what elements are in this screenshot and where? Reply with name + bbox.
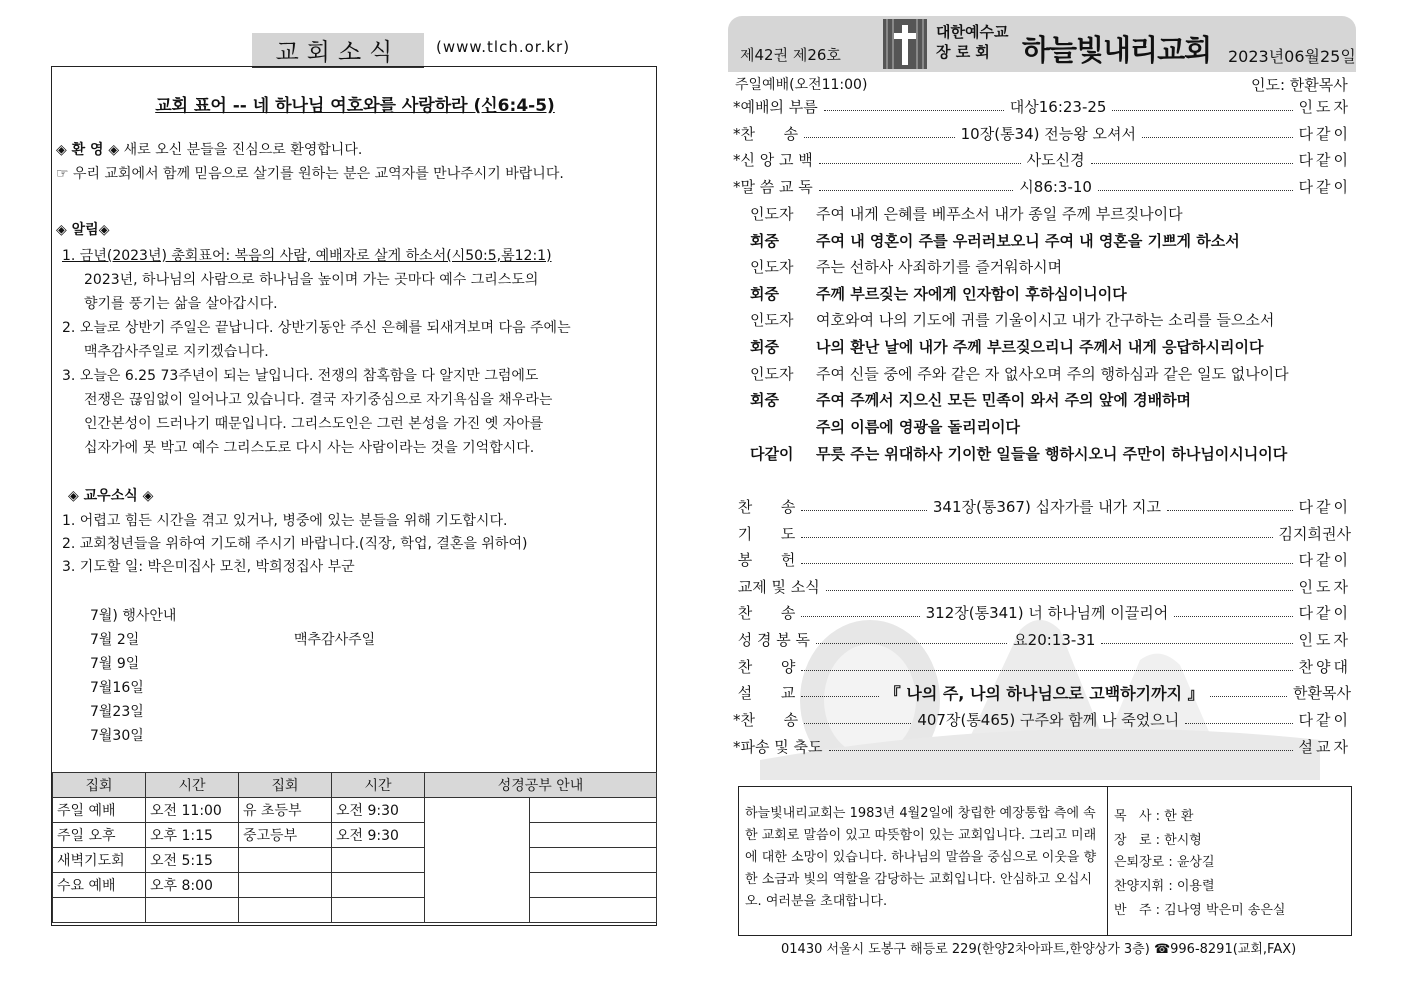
order-label: 교제 및 소식	[733, 577, 820, 596]
leader-dots	[801, 537, 1272, 538]
order-detail: 312장(통341) 너 하나님께 이끌리어	[925, 603, 1169, 622]
order-person: 인도자	[1298, 630, 1351, 649]
notice-line: 1. 금년(2023년) 총회표어: 복음의 사람, 예배자로 살게 하소서(시50:5,롬12:1)	[62, 248, 552, 264]
order-detail: 407장(통465) 구주와 함께 나 죽었으니	[917, 710, 1180, 729]
reading-line: 회중 나의 환난 날에 내가 주께 부르짖으리니 주께서 내게 응답하시리이다	[750, 338, 1264, 356]
table-cell	[332, 848, 425, 873]
notice-line: 2023년, 하나님의 사람으로 하나님을 높이며 가는 곳마다 예수 그리스도의	[84, 272, 539, 288]
order-label: *파송 및 축도	[733, 737, 823, 756]
event-date: 7월30일	[90, 728, 144, 744]
table-cell: 오전 5:15	[146, 848, 239, 873]
church-info-box	[738, 786, 1352, 936]
leader-dots	[824, 110, 1004, 111]
leader-dots	[801, 563, 1292, 564]
table-cell	[530, 848, 657, 873]
order-label: *예배의 부름	[733, 97, 818, 116]
member-news-line: 1. 어렵고 힘든 시간을 겪고 있거나, 병중에 있는 분들을 위해 기도합시다.	[62, 513, 508, 529]
order-item	[733, 549, 1351, 569]
table-cell	[53, 898, 146, 923]
notice-line: 인간본성이 드러나기 때문입니다. 그리스도인은 그런 본성을 가진 옛 자아를	[84, 416, 544, 432]
order-item	[733, 736, 1351, 756]
church-address: 01430 서울시 도봉구 해등로 229(한양2차아파트,한양상가 3층) ☎996-8291(교회,FAX)	[781, 942, 1297, 957]
order-person: 설교자	[1298, 737, 1351, 756]
table-cell: 중고등부	[239, 823, 332, 848]
leader-dots	[801, 670, 1292, 671]
notice-line: 2. 오늘로 상반기 주일은 끝납니다. 상반기동안 주신 은혜를 되새겨보며 다음 주에는	[62, 320, 571, 336]
order-label: *찬 송	[733, 124, 799, 143]
table-cell	[530, 823, 657, 848]
table-cell: 오전 11:00	[146, 798, 239, 823]
order-item	[733, 96, 1351, 116]
service-title: 주일예배(오전11:00)	[735, 77, 868, 93]
events-heading: 7월) 행사안내	[90, 608, 177, 624]
order-person: 다같이	[1298, 710, 1351, 729]
column-header: 시간	[146, 773, 239, 798]
order-detail: 10장(통34) 전능왕 오셔서	[960, 124, 1136, 143]
leader-dots	[816, 643, 1007, 644]
reading-line: 주의 이름에 영광을 돌리리이다	[816, 418, 1021, 436]
church-motto: 교회 표어 -- 네 하나님 여호와를 사랑하라 (신6:4-5)	[155, 96, 555, 116]
order-person: 한환목사	[1293, 683, 1351, 702]
order-item	[733, 523, 1351, 543]
cross-logo-icon	[883, 19, 927, 69]
welcome-line	[56, 139, 362, 159]
leader-dots	[1091, 163, 1293, 164]
notice-line: 3. 오늘은 6.25 73주년이 되는 날입니다. 전쟁의 참혹함을 다 알지만 그럼에도	[62, 368, 539, 384]
table-row	[53, 823, 657, 848]
order-person: 김지희권사	[1278, 524, 1351, 543]
table-cell: 주일 오후	[53, 823, 146, 848]
sermon-title: 『 나의 주, 나의 하나님으로 고백하기까지 』	[884, 683, 1204, 703]
leader-dots	[1185, 723, 1292, 724]
notice-line: 전쟁은 끊임없이 일어나고 있습니다. 결국 자기중심으로 자기욕심을 채우라는	[84, 392, 553, 408]
welcome-note: ☞ 우리 교회에서 함께 믿음으로 살기를 원하는 분은 교역자를 만나주시기 바랍니다.	[56, 166, 564, 182]
order-item	[733, 496, 1351, 516]
denomination	[936, 22, 1008, 62]
reading-line: 인도자 주는 선하사 사죄하기를 즐거워하시며	[750, 258, 1063, 276]
column-header: 시간	[332, 773, 425, 798]
table-row	[53, 848, 657, 873]
order-label: *찬 송	[733, 710, 799, 729]
staff-item: 찬양지휘 : 이용렬	[1114, 879, 1215, 894]
leader-dots	[804, 723, 911, 724]
news-title: 교회소식	[252, 33, 424, 68]
order-detail: 요20:13-31	[1013, 630, 1096, 649]
table-cell	[239, 898, 332, 923]
table-cell	[332, 873, 425, 898]
leader-dots	[1101, 643, 1292, 644]
order-person: 다같이	[1298, 603, 1352, 622]
service-schedule-table	[52, 772, 657, 923]
staff-item: 장 로 : 한시형	[1114, 833, 1202, 848]
table-cell	[146, 898, 239, 923]
website-url[interactable]: (www.tlch.or.kr)	[436, 38, 571, 56]
leader-dots	[829, 750, 1293, 751]
order-detail: 341장(통367) 십자가를 내가 지고	[932, 497, 1162, 516]
order-detail: 대상16:23-25	[1009, 97, 1107, 116]
welcome-text: 새로 오신 분들을 진심으로 환영합니다.	[123, 142, 363, 158]
notice-line: 맥추감사주일로 지키겠습니다.	[84, 344, 269, 360]
leader-dots	[819, 190, 1014, 191]
leader-dots	[819, 163, 1021, 164]
leader-dots	[1174, 616, 1292, 617]
denomination-line: 장 로 회	[936, 43, 990, 61]
table-row	[53, 898, 657, 923]
table-cell	[425, 798, 530, 923]
notice-heading: ◈ 알림◈	[56, 222, 110, 238]
event-date: 7월16일	[90, 680, 144, 696]
column-header: 집회	[239, 773, 332, 798]
order-person: 찬양대	[1298, 657, 1351, 676]
notice-line: 향기를 풍기는 삶을 살아갑시다.	[84, 296, 278, 312]
order-item	[733, 576, 1351, 596]
order-item	[733, 709, 1351, 729]
leader-dots	[804, 137, 955, 138]
order-person: 다같이	[1298, 124, 1352, 143]
service-leader: 인도: 한환목사	[1251, 76, 1348, 94]
staff-item: 목 사 : 한 환	[1114, 809, 1194, 824]
order-item	[733, 123, 1351, 143]
order-item	[733, 149, 1351, 169]
table-cell	[530, 873, 657, 898]
table-row	[53, 798, 657, 823]
leader-dots	[826, 590, 1293, 591]
table-cell: 오전 9:30	[332, 823, 425, 848]
notice-line: 십자가에 못 박고 예수 그리스도로 다시 사는 사람이라는 것을 기억합시다.	[84, 440, 535, 456]
event-name: 맥추감사주일	[294, 632, 376, 648]
reading-line: 회중 주여 내 영혼이 주를 우러러보오니 주여 내 영혼을 기쁘게 하소서	[750, 232, 1240, 250]
reading-line: 회중 주께 부르짖는 자에게 인자함이 후하심이니이다	[750, 285, 1127, 303]
order-item	[733, 629, 1351, 649]
leader-dots	[801, 696, 878, 697]
table-cell	[332, 898, 425, 923]
order-person: 인도자	[1298, 577, 1351, 596]
denomination-line: 대한예수교	[936, 23, 1009, 41]
member-news-line: 2. 교회청년들을 위하여 기도해 주시기 바랍니다.(직장, 학업, 결혼을 위하여)	[62, 536, 528, 552]
order-label: 찬 양	[733, 657, 796, 676]
column-header: 집회	[53, 773, 146, 798]
volume-number: 제42권 제26호	[740, 46, 841, 64]
order-label: 성 경 봉 독	[733, 630, 811, 649]
reading-line: 다같이 무릇 주는 위대하사 기이한 일들을 행하시오니 주만이 하나님이시니이다	[750, 445, 1288, 463]
staff-item: 반 주 : 김나영 박은미 송은실	[1114, 903, 1286, 918]
news-panel	[51, 66, 657, 926]
table-cell	[530, 798, 657, 823]
table-cell: 오후 8:00	[146, 873, 239, 898]
table-row	[53, 873, 657, 898]
order-label: 봉 헌	[733, 550, 796, 569]
table-cell: 수요 예배	[53, 873, 146, 898]
leader-dots	[1098, 190, 1293, 191]
order-detail: 시86:3-10	[1019, 177, 1092, 196]
table-cell: 유 초등부	[239, 798, 332, 823]
leader-dots	[801, 616, 919, 617]
order-label: 기 도	[733, 524, 796, 543]
order-label: *신 앙 고 백	[733, 150, 813, 169]
reading-line: 회중 주여 주께서 지으신 모든 민족이 와서 주의 앞에 경배하며	[750, 391, 1192, 409]
order-person: 다같이	[1298, 497, 1352, 516]
reading-line: 인도자 여호와여 나의 기도에 귀를 기울이시고 내가 간구하는 소리를 들으소서	[750, 311, 1275, 329]
leader-dots	[801, 510, 927, 511]
table-cell	[239, 848, 332, 873]
table-cell: 주일 예배	[53, 798, 146, 823]
order-person: 다같이	[1298, 177, 1351, 196]
publication-date: 2023년06월25일	[1228, 47, 1356, 66]
table-cell	[239, 873, 332, 898]
member-news-line: 3. 기도할 일: 박은미집사 모친, 박희정집사 부군	[62, 559, 355, 575]
order-label: 설 교	[733, 683, 796, 702]
reading-line: 인도자 주여 내게 은혜를 베푸소서 내가 종일 주께 부르짖나이다	[750, 205, 1183, 223]
welcome-heading: ◈ 환 영 ◈	[56, 142, 120, 158]
table-cell	[530, 898, 657, 923]
order-label: *말 씀 교 독	[733, 177, 813, 196]
event-date: 7월23일	[90, 704, 144, 720]
order-person: 인도자	[1298, 97, 1352, 116]
column-header: 성경공부 안내	[425, 773, 657, 798]
church-introduction: 하늘빛내리교회는 1983년 4월2일에 창립한 예장통합 측에 속한 교회로 말씀이 있고 따뜻함이 있는 교회입니다. 그리고 미래에 대한 소망이 있습니다. 하나님의 말씀을 중심으로 이웃을 향한 소금과 빛의 역할을 감당하는 교회입니다. 안심하고 오십시오. 여러분을 초대합니다.	[745, 806, 1097, 909]
order-person: 다같이	[1298, 550, 1351, 569]
order-detail: 사도신경	[1026, 150, 1085, 169]
reading-line: 인도자 주여 신들 중에 주와 같은 자 없사오며 주의 행하심과 같은 일도 없나이다	[750, 365, 1289, 383]
order-person: 다같이	[1298, 150, 1351, 169]
table-cell: 오후 1:15	[146, 823, 239, 848]
leader-dots	[1210, 696, 1287, 697]
order-item	[733, 682, 1351, 702]
order-label: 찬 송	[733, 603, 796, 622]
table-cell: 오전 9:30	[332, 798, 425, 823]
leader-dots	[1167, 510, 1293, 511]
staff-list	[1107, 787, 1352, 935]
table-cell: 새벽기도회	[53, 848, 146, 873]
leader-dots	[1142, 137, 1293, 138]
order-item	[733, 602, 1351, 622]
order-label: 찬 송	[733, 497, 796, 516]
event-date: 7월 2일	[90, 632, 140, 648]
order-item	[733, 656, 1351, 676]
order-item	[733, 176, 1351, 196]
table-header-row	[53, 773, 657, 798]
staff-item: 은퇴장로 : 윤상길	[1114, 855, 1215, 870]
leader-dots	[1112, 110, 1292, 111]
member-news-heading: ◈ 교우소식 ◈	[68, 488, 154, 504]
event-date: 7월 9일	[90, 656, 140, 672]
church-name: 하늘빛내리교회	[1022, 33, 1212, 67]
